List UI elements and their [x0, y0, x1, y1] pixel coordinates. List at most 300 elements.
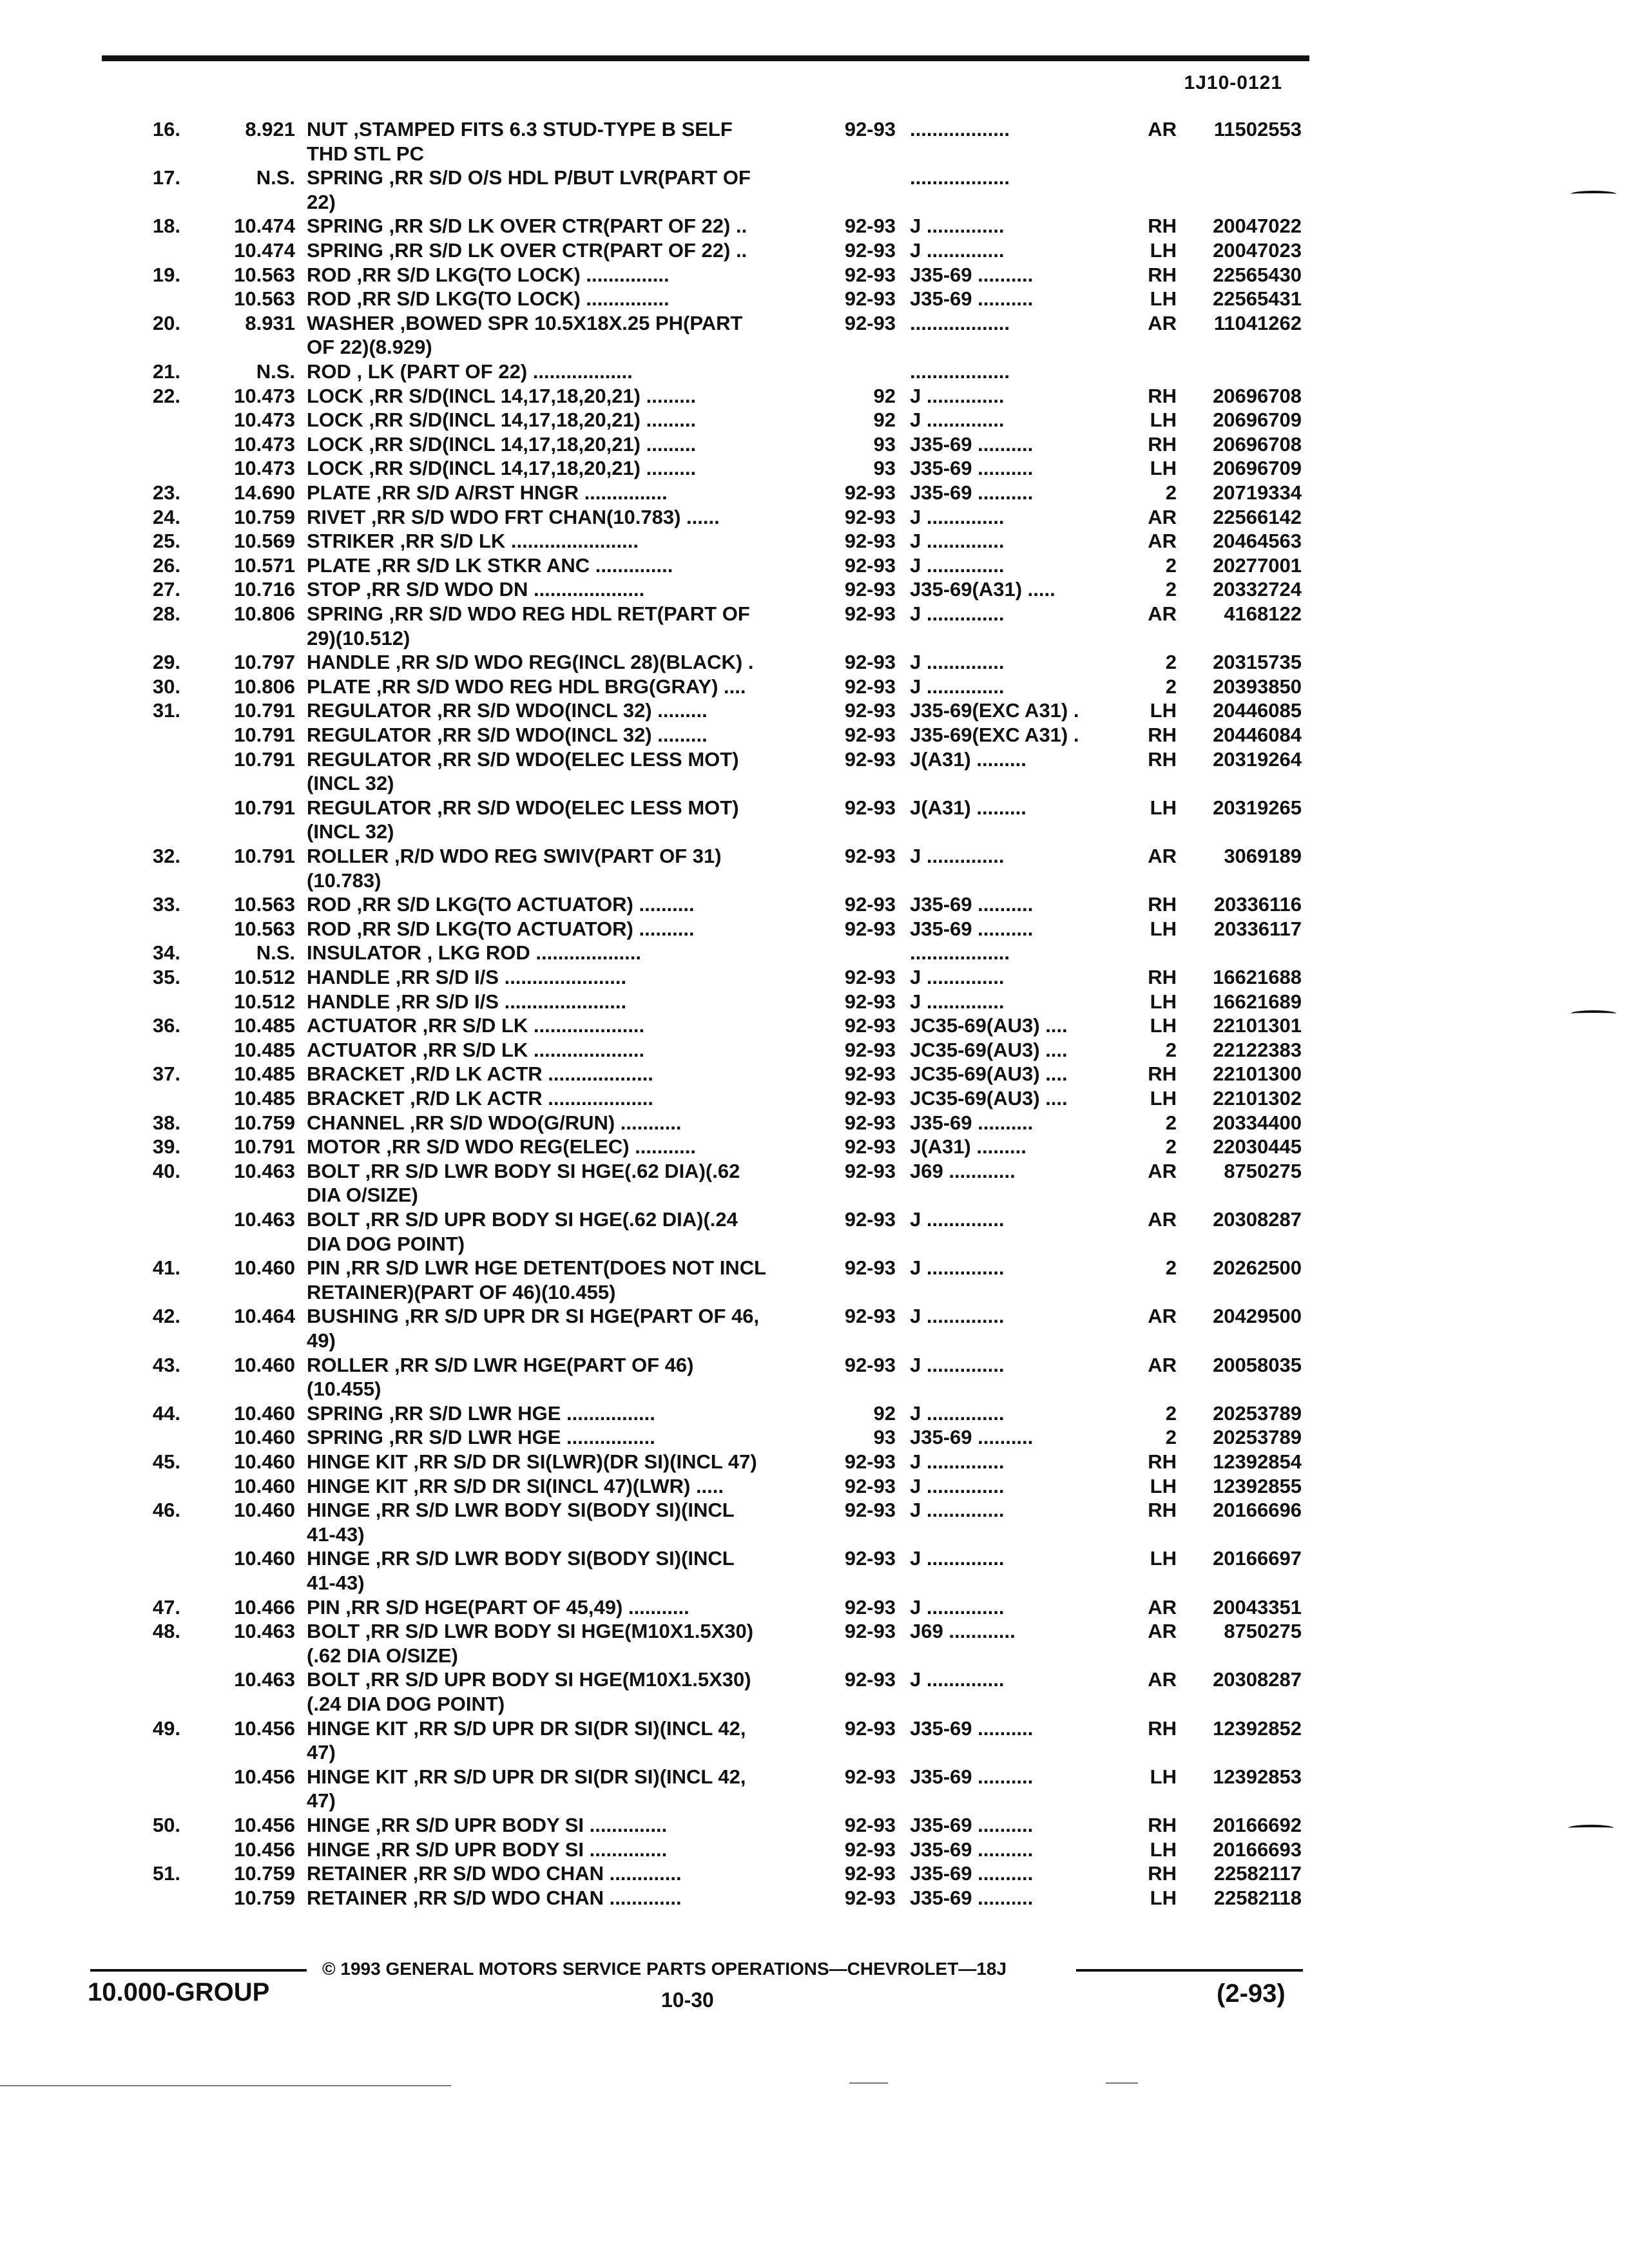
- part-description: BRACKET ,R/D LK ACTR ...................: [307, 1087, 653, 1110]
- application-code: J35-69 ..........: [910, 287, 1034, 311]
- footer-date: (2-93): [1217, 1979, 1286, 2008]
- part-number: 20446085: [1213, 699, 1302, 722]
- quantity: 2: [1165, 1401, 1177, 1425]
- part-description: REGULATOR ,RR S/D WDO(ELEC LESS MOT): [307, 796, 739, 819]
- quantity: RH: [1148, 747, 1177, 771]
- quantity: 2: [1165, 1135, 1177, 1158]
- ref-number: 39.: [152, 1135, 180, 1158]
- group-number: 10.563: [234, 263, 295, 286]
- group-number: 10.512: [234, 990, 295, 1013]
- quantity: RH: [1148, 893, 1177, 916]
- part-description: ROLLER ,R/D WDO REG SWIV(PART OF 31): [307, 845, 722, 867]
- part-number: 22101300: [1213, 1062, 1302, 1086]
- table-row: [0, 1838, 1629, 1861]
- quantity: AR: [1148, 1595, 1177, 1619]
- table-row: [0, 1256, 1629, 1280]
- table-row: [0, 190, 1629, 214]
- margin-mark: [1568, 1825, 1614, 1831]
- part-description: ROLLER ,RR S/D LWR HGE(PART OF 46): [307, 1353, 694, 1376]
- group-number: 10.563: [234, 287, 295, 311]
- quantity: LH: [1150, 699, 1177, 722]
- group-number: 10.563: [234, 917, 295, 940]
- part-number: 20696709: [1213, 457, 1302, 480]
- ref-number: 45.: [152, 1450, 180, 1473]
- quantity: LH: [1150, 1765, 1177, 1788]
- ref-number: 26.: [152, 553, 180, 577]
- group-number: 10.474: [234, 239, 295, 262]
- model-year: 92-93: [844, 1716, 896, 1740]
- part-description: LOCK ,RR S/D(INCL 14,17,18,20,21) .........: [307, 384, 697, 407]
- group-number: 10.473: [234, 384, 295, 407]
- quantity: LH: [1150, 1014, 1177, 1037]
- group-number: 10.791: [234, 1135, 295, 1158]
- footer-rule-right: [1076, 1969, 1303, 1972]
- part-description: HANDLE ,RR S/D WDO REG(INCL 28)(BLACK) .: [307, 651, 754, 674]
- model-year: 92-93: [844, 215, 896, 238]
- table-row: [0, 1014, 1629, 1037]
- table-row: [0, 1183, 1629, 1207]
- ref-number: 46.: [152, 1499, 180, 1522]
- part-number: 22122383: [1213, 1038, 1302, 1061]
- table-row: [0, 481, 1629, 505]
- ref-number: 18.: [152, 215, 180, 238]
- part-description: RETAINER ,RR S/D WDO CHAN .............: [307, 1886, 682, 1909]
- part-description: CHANNEL ,RR S/D WDO(G/RUN) ...........: [307, 1111, 682, 1134]
- application-code: J ..............: [910, 1353, 1005, 1376]
- table-row: [0, 892, 1629, 916]
- ref-number: 44.: [152, 1401, 180, 1425]
- part-number: 20166696: [1213, 1499, 1302, 1522]
- application-code: JC35-69(AU3) ....: [910, 1014, 1068, 1037]
- ref-number: 40.: [152, 1159, 180, 1182]
- part-number: 12392852: [1213, 1716, 1302, 1740]
- ref-number: 30.: [152, 675, 180, 698]
- group-number: 10.460: [234, 1353, 295, 1376]
- part-number: 20043351: [1213, 1595, 1302, 1619]
- ref-number: 22.: [152, 384, 180, 407]
- group-number: 10.460: [234, 1547, 295, 1570]
- part-number: 20319264: [1213, 747, 1302, 771]
- ref-number: 43.: [152, 1353, 180, 1376]
- part-number: 20464563: [1213, 530, 1302, 553]
- part-description: 29)(10.512): [307, 626, 410, 649]
- application-code: J35-69 ..........: [910, 481, 1034, 504]
- table-row: [0, 1111, 1629, 1135]
- ref-number: 51.: [152, 1862, 180, 1885]
- table-row: [0, 990, 1629, 1014]
- table-row: [0, 1038, 1629, 1062]
- model-year: 92-93: [844, 1135, 896, 1158]
- model-year: 92-93: [844, 1838, 896, 1861]
- table-row: [0, 360, 1629, 383]
- ref-number: 33.: [152, 893, 180, 916]
- quantity: 2: [1165, 1111, 1177, 1134]
- table-row: [0, 1498, 1629, 1522]
- table-row: [0, 432, 1629, 456]
- ref-number: 24.: [152, 505, 180, 528]
- table-row: [0, 1886, 1629, 1910]
- ref-number: 36.: [152, 1014, 180, 1037]
- application-code: J ..............: [910, 675, 1005, 698]
- group-number: 14.690: [234, 481, 295, 504]
- part-number: 20308287: [1213, 1208, 1302, 1231]
- group-number: 10.473: [234, 432, 295, 456]
- model-year: 92-93: [844, 796, 896, 819]
- part-description: PLATE ,RR S/D A/RST HNGR ...............: [307, 481, 668, 504]
- group-number: 10.791: [234, 699, 295, 722]
- group-number: 10.460: [234, 1256, 295, 1280]
- part-description: HANDLE ,RR S/D I/S ......................: [307, 966, 627, 988]
- model-year: 92-93: [844, 747, 896, 771]
- model-year: 92-93: [844, 1765, 896, 1788]
- application-code: ..................: [910, 941, 1010, 965]
- application-code: J ..............: [910, 845, 1005, 867]
- quantity: 2: [1165, 1038, 1177, 1061]
- quantity: RH: [1148, 263, 1177, 286]
- table-row: [0, 1377, 1629, 1401]
- model-year: 92-93: [844, 1668, 896, 1691]
- application-code: J ..............: [910, 1547, 1005, 1570]
- table-row: [0, 1353, 1629, 1377]
- quantity: RH: [1148, 432, 1177, 456]
- part-description: 41-43): [307, 1523, 365, 1546]
- application-code: J35-69(EXC A31) .: [910, 724, 1079, 746]
- application-code: J ..............: [910, 1208, 1005, 1231]
- table-row: [0, 1304, 1629, 1328]
- application-code: J69 ............: [910, 1159, 1016, 1182]
- application-code: J35-69 ..........: [910, 263, 1034, 286]
- table-row: [0, 214, 1629, 238]
- quantity: RH: [1148, 384, 1177, 407]
- table-row: [0, 869, 1629, 892]
- part-description: (10.783): [307, 869, 381, 892]
- part-number: 20047022: [1213, 215, 1302, 238]
- part-number: 22582118: [1213, 1886, 1302, 1909]
- quantity: LH: [1150, 239, 1177, 262]
- group-number: 10.791: [234, 796, 295, 819]
- table-row: [0, 384, 1629, 408]
- quantity: 2: [1165, 578, 1177, 601]
- model-year: 92-93: [844, 602, 896, 625]
- part-description: SPRING ,RR S/D LK OVER CTR(PART OF 22) ..: [307, 215, 747, 238]
- group-number: 10.759: [234, 1111, 295, 1134]
- model-year: 92-93: [844, 1208, 896, 1231]
- ref-number: 25.: [152, 530, 180, 553]
- application-code: J69 ............: [910, 1620, 1016, 1643]
- group-number: 10.473: [234, 408, 295, 432]
- application-code: JC35-69(AU3) ....: [910, 1062, 1068, 1086]
- part-description: STOP ,RR S/D WDO DN ....................: [307, 578, 645, 601]
- model-year: 92-93: [844, 724, 896, 746]
- table-row: [0, 844, 1629, 868]
- group-number: 10.460: [234, 1474, 295, 1497]
- application-code: J ..............: [910, 553, 1005, 577]
- model-year: 92-93: [844, 1620, 896, 1643]
- application-code: J ..............: [910, 505, 1005, 528]
- part-description: (INCL 32): [307, 820, 394, 843]
- application-code: J ..............: [910, 602, 1005, 625]
- part-description: REGULATOR ,RR S/D WDO(INCL 32) .........: [307, 724, 708, 746]
- group-number: N.S.: [256, 166, 295, 189]
- part-description: WASHER ,BOWED SPR 10.5X18X.25 PH(PART: [307, 311, 743, 334]
- part-description: (.24 DIA DOG POINT): [307, 1693, 505, 1715]
- table-row: [0, 820, 1629, 843]
- ref-number: 49.: [152, 1716, 180, 1740]
- part-number: 20277001: [1213, 553, 1302, 577]
- group-number: 10.806: [234, 675, 295, 698]
- model-year: 92-93: [844, 311, 896, 334]
- model-year: 92-93: [844, 1547, 896, 1570]
- group-number: 10.463: [234, 1668, 295, 1691]
- group-number: 10.485: [234, 1062, 295, 1086]
- part-number: 20696708: [1213, 432, 1302, 456]
- part-description: HINGE KIT ,RR S/D DR SI(INCL 47)(LWR) .....: [307, 1474, 724, 1497]
- footer-group: 10.000-GROUP: [88, 1978, 270, 2006]
- group-number: 10.791: [234, 724, 295, 746]
- part-description: ACTUATOR ,RR S/D LK ....................: [307, 1038, 645, 1061]
- application-code: J35-69 ..........: [910, 1862, 1034, 1885]
- group-number: 10.806: [234, 602, 295, 625]
- model-year: 92-93: [844, 263, 896, 286]
- application-code: J ..............: [910, 239, 1005, 262]
- table-row: [0, 408, 1629, 432]
- table-row: [0, 505, 1629, 529]
- table-row: [0, 626, 1629, 650]
- model-year: 92-93: [844, 675, 896, 698]
- ref-number: 31.: [152, 699, 180, 722]
- model-year: 92-93: [844, 893, 896, 916]
- quantity: LH: [1150, 917, 1177, 940]
- ref-number: 32.: [152, 845, 180, 867]
- table-row: [0, 1401, 1629, 1425]
- table-row: [0, 1813, 1629, 1837]
- part-description: SPRING ,RR S/D O/S HDL P/BUT LVR(PART OF: [307, 166, 751, 189]
- part-description: LOCK ,RR S/D(INCL 14,17,18,20,21) .........: [307, 408, 697, 432]
- model-year: 93: [873, 432, 896, 456]
- part-description: (.62 DIA O/SIZE): [307, 1644, 458, 1667]
- quantity: AR: [1148, 602, 1177, 625]
- application-code: J35-69(A31) .....: [910, 578, 1055, 601]
- quantity: 2: [1165, 553, 1177, 577]
- application-code: ..................: [910, 311, 1010, 334]
- model-year: 92-93: [844, 553, 896, 577]
- table-row: [0, 263, 1629, 287]
- ref-number: 42.: [152, 1305, 180, 1328]
- part-description: SPRING ,RR S/D LWR HGE ................: [307, 1401, 655, 1425]
- table-row: [0, 311, 1629, 335]
- part-description: SPRING ,RR S/D LWR HGE ................: [307, 1426, 655, 1449]
- ref-number: 20.: [152, 311, 180, 334]
- table-row: [0, 529, 1629, 553]
- part-description: 47): [307, 1741, 336, 1764]
- part-description: BOLT ,RR S/D UPR BODY SI HGE(M10X1.5X30): [307, 1668, 751, 1691]
- group-number: 10.464: [234, 1305, 295, 1328]
- part-description: PIN ,RR S/D LWR HGE DETENT(DOES NOT INCL: [307, 1256, 767, 1280]
- part-description: HINGE KIT ,RR S/D DR SI(LWR)(DR SI)(INCL 47): [307, 1450, 757, 1473]
- application-code: J35-69 ..........: [910, 1716, 1034, 1740]
- application-code: J ..............: [910, 1474, 1005, 1497]
- model-year: 92-93: [844, 1159, 896, 1182]
- application-code: J35-69 ..........: [910, 432, 1034, 456]
- part-description: STRIKER ,RR S/D LK .......................: [307, 530, 639, 553]
- part-description: HINGE KIT ,RR S/D UPR DR SI(DR SI)(INCL 42,: [307, 1716, 746, 1740]
- margin-mark: [1571, 191, 1616, 197]
- group-number: 10.474: [234, 215, 295, 238]
- ref-number: 29.: [152, 651, 180, 674]
- part-description: INSULATOR , LKG ROD ...................: [307, 941, 641, 965]
- group-number: 10.463: [234, 1620, 295, 1643]
- ref-number: 37.: [152, 1062, 180, 1086]
- group-number: 10.759: [234, 505, 295, 528]
- model-year: 92-93: [844, 481, 896, 504]
- table-row: [0, 1789, 1629, 1812]
- ref-number: 35.: [152, 966, 180, 988]
- group-number: 10.456: [234, 1838, 295, 1861]
- model-year: 92: [873, 408, 896, 432]
- application-code: JC35-69(AU3) ....: [910, 1087, 1068, 1110]
- table-row: [0, 1086, 1629, 1110]
- model-year: 92-93: [844, 1111, 896, 1134]
- application-code: J ..............: [910, 990, 1005, 1013]
- document-id: 1J10-0121: [1184, 72, 1282, 93]
- part-description: OF 22)(8.929): [307, 336, 432, 359]
- table-row: [0, 1667, 1629, 1691]
- group-number: 10.571: [234, 553, 295, 577]
- quantity: AR: [1148, 1208, 1177, 1231]
- group-number: 8.921: [245, 118, 295, 140]
- quantity: LH: [1150, 1547, 1177, 1570]
- margin-mark: [1571, 1010, 1616, 1017]
- ref-number: 21.: [152, 360, 180, 383]
- group-number: 10.463: [234, 1159, 295, 1182]
- quantity: AR: [1148, 311, 1177, 334]
- application-code: J ..............: [910, 1668, 1005, 1691]
- model-year: 92-93: [844, 1814, 896, 1836]
- application-code: ..................: [910, 166, 1010, 189]
- quantity: AR: [1148, 118, 1177, 140]
- part-description: NUT ,STAMPED FITS 6.3 STUD-TYPE B SELF: [307, 118, 733, 140]
- application-code: J(A31) .........: [910, 1135, 1027, 1158]
- part-number: 20308287: [1213, 1668, 1302, 1691]
- quantity: 2: [1165, 651, 1177, 674]
- part-description: LOCK ,RR S/D(INCL 14,17,18,20,21) .........: [307, 432, 697, 456]
- part-number: 22101302: [1213, 1087, 1302, 1110]
- quantity: LH: [1150, 1087, 1177, 1110]
- application-code: ..................: [910, 360, 1010, 383]
- ref-number: 48.: [152, 1620, 180, 1643]
- application-code: J ..............: [910, 1595, 1005, 1619]
- application-code: J35-69 ..........: [910, 457, 1034, 480]
- model-year: 92-93: [844, 530, 896, 553]
- model-year: 92: [873, 384, 896, 407]
- table-row: [0, 456, 1629, 480]
- part-description: LOCK ,RR S/D(INCL 14,17,18,20,21) .........: [307, 457, 697, 480]
- group-number: 10.456: [234, 1814, 295, 1836]
- part-number: 20336116: [1213, 893, 1302, 916]
- ref-number: 27.: [152, 578, 180, 601]
- table-row: [0, 1692, 1629, 1716]
- table-row: [0, 1571, 1629, 1595]
- quantity: RH: [1148, 1450, 1177, 1473]
- part-number: 20166692: [1213, 1814, 1302, 1836]
- table-row: [0, 675, 1629, 698]
- group-number: 10.485: [234, 1014, 295, 1037]
- application-code: J35-69 ..........: [910, 917, 1034, 940]
- group-number: 10.791: [234, 845, 295, 867]
- quantity: LH: [1150, 1474, 1177, 1497]
- table-row: [0, 1595, 1629, 1619]
- quantity: RH: [1148, 1716, 1177, 1740]
- quantity: RH: [1148, 1499, 1177, 1522]
- quantity: LH: [1150, 1838, 1177, 1861]
- part-description: SPRING ,RR S/D LK OVER CTR(PART OF 22) ..: [307, 239, 747, 262]
- ref-number: 38.: [152, 1111, 180, 1134]
- application-code: ..................: [910, 118, 1010, 140]
- group-number: 10.791: [234, 747, 295, 771]
- group-number: 10.456: [234, 1716, 295, 1740]
- ref-number: 19.: [152, 263, 180, 286]
- group-number: 10.456: [234, 1765, 295, 1788]
- quantity: 2: [1165, 675, 1177, 698]
- part-description: HINGE ,RR S/D LWR BODY SI(BODY SI)(INCL: [307, 1499, 735, 1522]
- application-code: J35-69 ..........: [910, 1886, 1034, 1909]
- table-row: [0, 941, 1629, 965]
- model-year: 92-93: [844, 651, 896, 674]
- application-code: J35-69 ..........: [910, 1814, 1034, 1836]
- part-number: 16621689: [1213, 990, 1302, 1013]
- scan-artifact-line: [1106, 2082, 1138, 2084]
- table-row: [0, 650, 1629, 674]
- table-row: [0, 747, 1629, 771]
- application-code: J ..............: [910, 651, 1005, 674]
- table-row: [0, 1765, 1629, 1789]
- part-description: 41-43): [307, 1571, 365, 1594]
- part-number: 20319265: [1213, 796, 1302, 819]
- group-number: 10.460: [234, 1426, 295, 1449]
- table-row: [0, 965, 1629, 989]
- part-description: HINGE KIT ,RR S/D UPR DR SI(DR SI)(INCL 42,: [307, 1765, 746, 1788]
- model-year: 92-93: [844, 917, 896, 940]
- model-year: 92-93: [844, 578, 896, 601]
- part-number: 20429500: [1213, 1305, 1302, 1328]
- table-row: [0, 1135, 1629, 1158]
- application-code: J ..............: [910, 215, 1005, 238]
- group-number: 10.759: [234, 1862, 295, 1885]
- group-number: 8.931: [245, 311, 295, 334]
- quantity: 2: [1165, 481, 1177, 504]
- model-year: 92-93: [844, 1499, 896, 1522]
- part-description: DIA O/SIZE): [307, 1184, 418, 1207]
- part-number: 4168122: [1224, 602, 1302, 625]
- part-description: 22): [307, 190, 336, 213]
- quantity: AR: [1148, 1159, 1177, 1182]
- model-year: 92-93: [844, 1353, 896, 1376]
- model-year: 92-93: [844, 1062, 896, 1086]
- application-code: J ..............: [910, 408, 1005, 432]
- table-row: [0, 1329, 1629, 1352]
- part-number: 20262500: [1213, 1256, 1302, 1280]
- ref-number: 34.: [152, 941, 180, 965]
- group-number: 10.759: [234, 1886, 295, 1909]
- part-description: 47): [307, 1789, 336, 1812]
- part-number: 20696708: [1213, 384, 1302, 407]
- quantity: AR: [1148, 530, 1177, 553]
- application-code: J35-69 ..........: [910, 893, 1034, 916]
- model-year: 92-93: [844, 990, 896, 1013]
- application-code: J ..............: [910, 1499, 1005, 1522]
- quantity: RH: [1148, 966, 1177, 988]
- part-description: BOLT ,RR S/D LWR BODY SI HGE(M10X1.5X30): [307, 1620, 754, 1643]
